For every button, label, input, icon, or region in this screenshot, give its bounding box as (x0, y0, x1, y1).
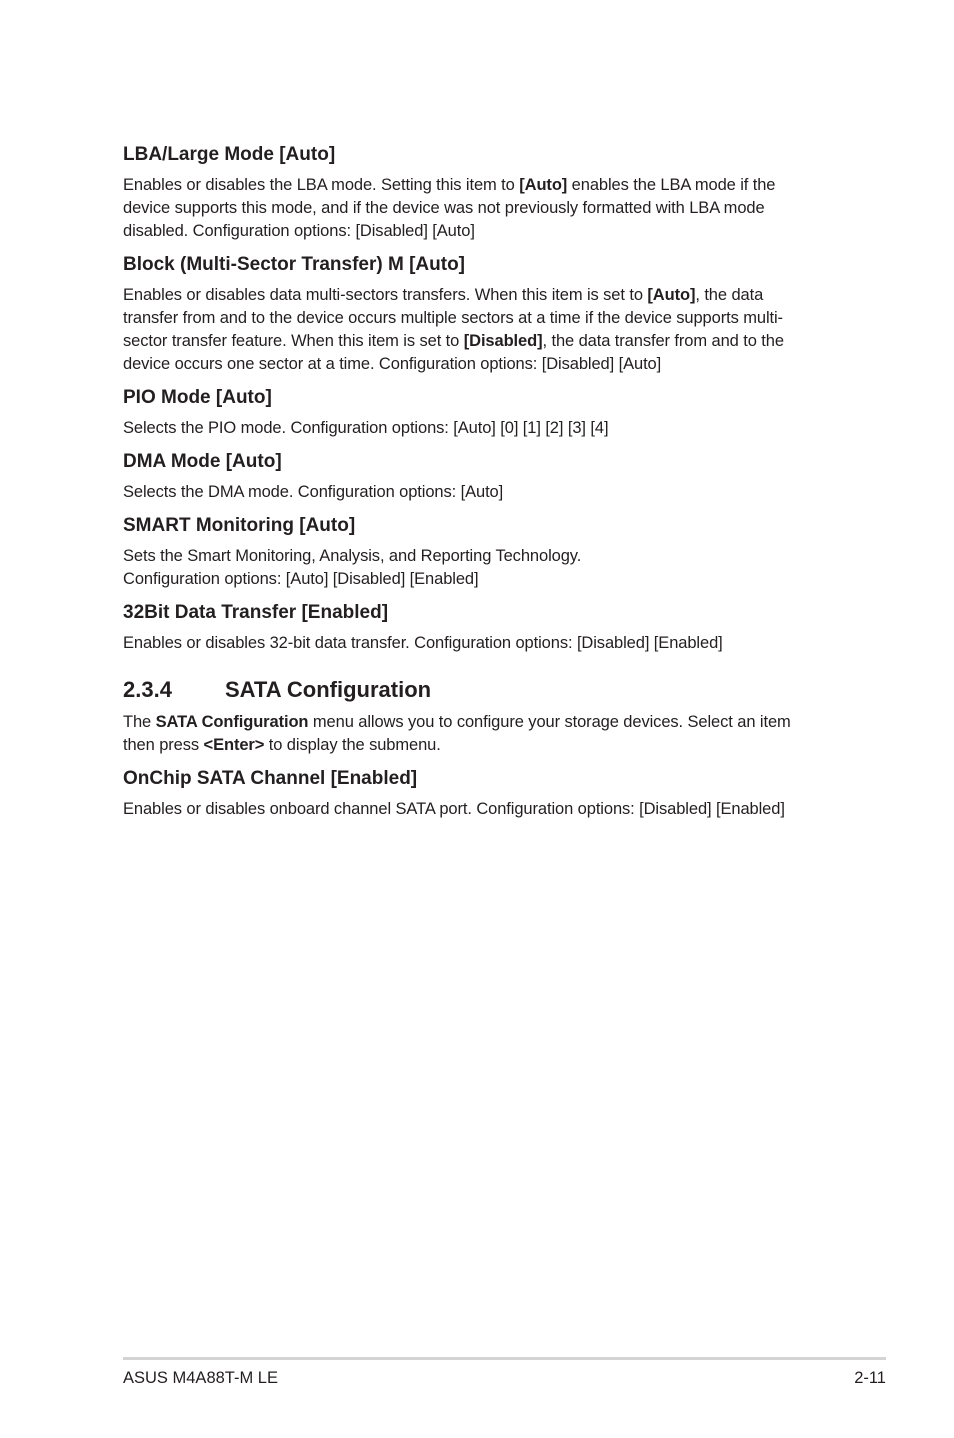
block-mode-heading: Block (Multi-Sector Transfer) M [Auto] (123, 254, 466, 275)
onchip-sata-description: Enables or disables onboard channel SATA port. Configuration options: [Disabled] [Enabled] (123, 800, 785, 818)
lba-mode-heading: LBA/Large Mode [Auto] (123, 144, 336, 165)
section-number: 2.3.4 (123, 677, 172, 702)
dma-mode-heading: DMA Mode [Auto] (123, 451, 282, 472)
manual-page-content (123, 143, 843, 831)
pio-mode-description: Selects the PIO mode. Configuration options: [Auto] [0] [1] [2] [3] [4] (123, 419, 609, 437)
sata-configuration-heading (123, 676, 843, 704)
sata-configuration-description: The SATA Configuration menu allows you to configure your storage devices. Select an item then press <Enter> to display the submenu. (123, 713, 791, 754)
32bit-transfer-heading: 32Bit Data Transfer [Enabled] (123, 602, 389, 623)
onchip-sata-heading: OnChip SATA Channel [Enabled] (123, 768, 418, 789)
footer-divider (123, 1357, 886, 1360)
footer-page-number: 2-11 (854, 1369, 886, 1387)
lba-mode-description: Enables or disables the LBA mode. Setting this item to [Auto] enables the LBA mode if the device supports this mode, and if the device was not previously formatted with LBA mode disabled. Configuration options: [Disabled] [Auto] (123, 176, 776, 240)
smart-monitoring-description: Sets the Smart Monitoring, Analysis, and Reporting Technology. Configuration options: [Auto] [Disabled] [Enabled] (123, 547, 582, 588)
section-title: SATA Configuration (225, 677, 432, 702)
smart-monitoring-heading: SMART Monitoring [Auto] (123, 515, 356, 536)
footer-product-name: ASUS M4A88T-M LE (123, 1369, 278, 1387)
pio-mode-heading: PIO Mode [Auto] (123, 387, 272, 408)
32bit-transfer-description: Enables or disables 32-bit data transfer. Configuration options: [Disabled] [Enabled] (123, 634, 723, 652)
dma-mode-description: Selects the DMA mode. Configuration options: [Auto] (123, 483, 504, 501)
block-mode-description: Enables or disables data multi-sectors transfers. When this item is set to [Auto], the data transfer from and to the device occurs multiple sectors at a time if the device supports multi- sector transfer feature. When this item is set to [Disabled], the data transfer from and to the device occurs one sector at a time. Configuration options: [Disabled] [Auto] (123, 286, 784, 373)
